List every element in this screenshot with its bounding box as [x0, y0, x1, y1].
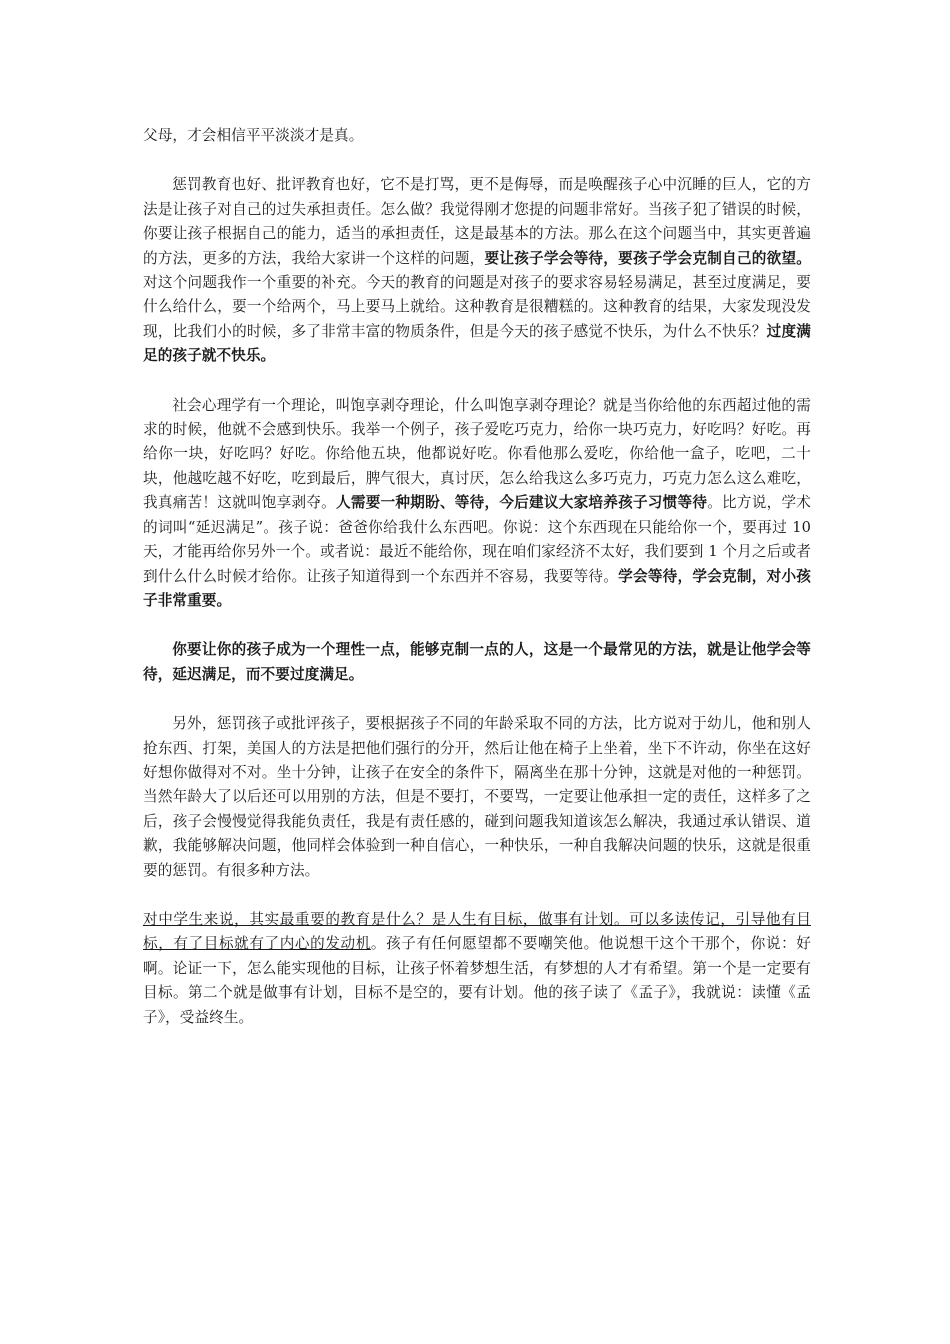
- document-body: [143, 124, 811, 1030]
- paragraph-6-text: 。孩子有任何愿望都不要嘲笑他。他说想干这个干那个，你说：好啊。论证一下，怎么能实现他的目标，让孩子怀着梦想生活，有梦想的人才有希望。第一个是一定要有目标。第二个就是做事有计划，目标不是空的，要有计划。他的孩子读了《孟子》，我就说：读懂《孟子》，受益终生。: [143, 935, 811, 1026]
- paragraph-2-emphasis-a: 要让孩子学会等待，要孩子学会克制自己的欲望。: [484, 249, 811, 267]
- paragraph-3-emphasis-b: 学会等待，学会克制，对小孩子非常重要。: [143, 567, 811, 609]
- paragraph-gap: [143, 613, 811, 638]
- paragraph-gap: [143, 687, 811, 712]
- paragraph-4-text: 你要让你的孩子成为一个理性一点，能够克制一点的人，这是一个最常见的方法，就是让他学会等待，延迟满足，而不要过度满足。: [143, 641, 811, 683]
- paragraph-6: [143, 908, 811, 1030]
- paragraph-gap: [143, 148, 811, 173]
- paragraph-1-text: 父母，才会相信平平淡淡才是真。: [143, 127, 364, 144]
- paragraph-gap: [143, 369, 811, 394]
- paragraph-3-text-b: 。比方说，学术的词叫“延迟满足”。孩子说：爸爸你给我什么东西吧。你说：这个东西现在只能给你一个，要再过 10 天，才能再给你另外一个。或者说：最近不能给你，现在咱们家经济不太好，我们要到 1 个月之后或者到什么什么时候才给你。让孩子知道得到一个东西并不容易，我要等待。: [143, 494, 811, 585]
- paragraph-2-text-b: 对这个问题我作一个重要的补充。今天的教育的问题是对孩子的要求容易轻易满足，甚至过度满足，要什么给什么，要一个给两个，马上要马上就给。这种教育是很糟糕的。这种教育的结果，大家发现没发现，比我们小的时候，多了非常丰富的物质条件，但是今天的孩子感觉不快乐，为什么不快乐？: [143, 274, 811, 340]
- paragraph-5: [143, 712, 811, 883]
- paragraph-3-emphasis-a: 人需要一种期盼、等待，今后建议大家培养孩子习惯等待: [336, 494, 708, 512]
- paragraph-3-text-a: 社会心理学有一个理论，叫饱享剥夺理论，什么叫饱享剥夺理论？就是当你给他的东西超过他的需求的时候，他就不会感到快乐。我举一个例子，孩子爱吃巧克力，给你一块巧克力，好吃吗？好吃。再给你一块，好吃吗？好吃。你给他五块，他都说好吃。你看他那么爱吃，你给他一盒子，吃吧，二十块，他越吃越不好吃，吃到最后，脾气很大，真讨厌，怎么给我这么多巧克力，巧克力怎么这么难吃，我真痛苦！这就叫饱享剥夺。: [143, 396, 811, 512]
- paragraph-2-emphasis-b: 过度满足的孩子就不快乐。: [143, 322, 811, 365]
- paragraph-4: [143, 638, 811, 687]
- paragraph-6-underlined: 对中学生来说，其实最重要的教育是什么？是人生有目标，做事有计划。可以多读传记，引导他有目标，有了目标就有了内心的发动机: [143, 910, 811, 953]
- paragraph-5-text: 另外，惩罚孩子或批评孩子，要根据孩子不同的年龄采取不同的方法，比方说对于幼儿，他和别人抢东西、打架，美国人的方法是把他们强行的分开，然后让他在椅子上坐着，坐下不许动，你坐在这好好想你做得对不对。坐十分钟，让孩子在安全的条件下，隔离坐在那十分钟，这就是对他的一种惩罚。当然年龄大了以后还可以用别的方法，但是不要打，不要骂，一定要让他承担一定的责任，这样多了之后，孩子会慢慢觉得我能负责任，我是有责任感的，碰到问题我知道该怎么解决，我通过承认错误、道歉，我能够解决问题，他同样会体验到一种自信心，一种快乐，一种自我解决问题的快乐，这就是很重要的惩罚。有很多种方法。: [143, 715, 811, 879]
- paragraph-gap: [143, 883, 811, 908]
- paragraph-2: [143, 173, 811, 368]
- paragraph-2-text-a: 惩罚教育也好、批评教育也好，它不是打骂，更不是侮辱，而是唤醒孩子心中沉睡的巨人，它的方法是让孩子对自己的过失承担责任。怎么做？我觉得刚才您提的问题非常好。当孩子犯了错误的时候，你要让孩子根据自己的能力，适当的承担责任，这是最基本的方法。那么在这个问题当中，其实更普遍的方法，更多的方法，我给大家讲一个这样的问题，: [143, 176, 811, 267]
- paragraph-3: [143, 394, 811, 614]
- paragraph-1: [143, 124, 811, 148]
